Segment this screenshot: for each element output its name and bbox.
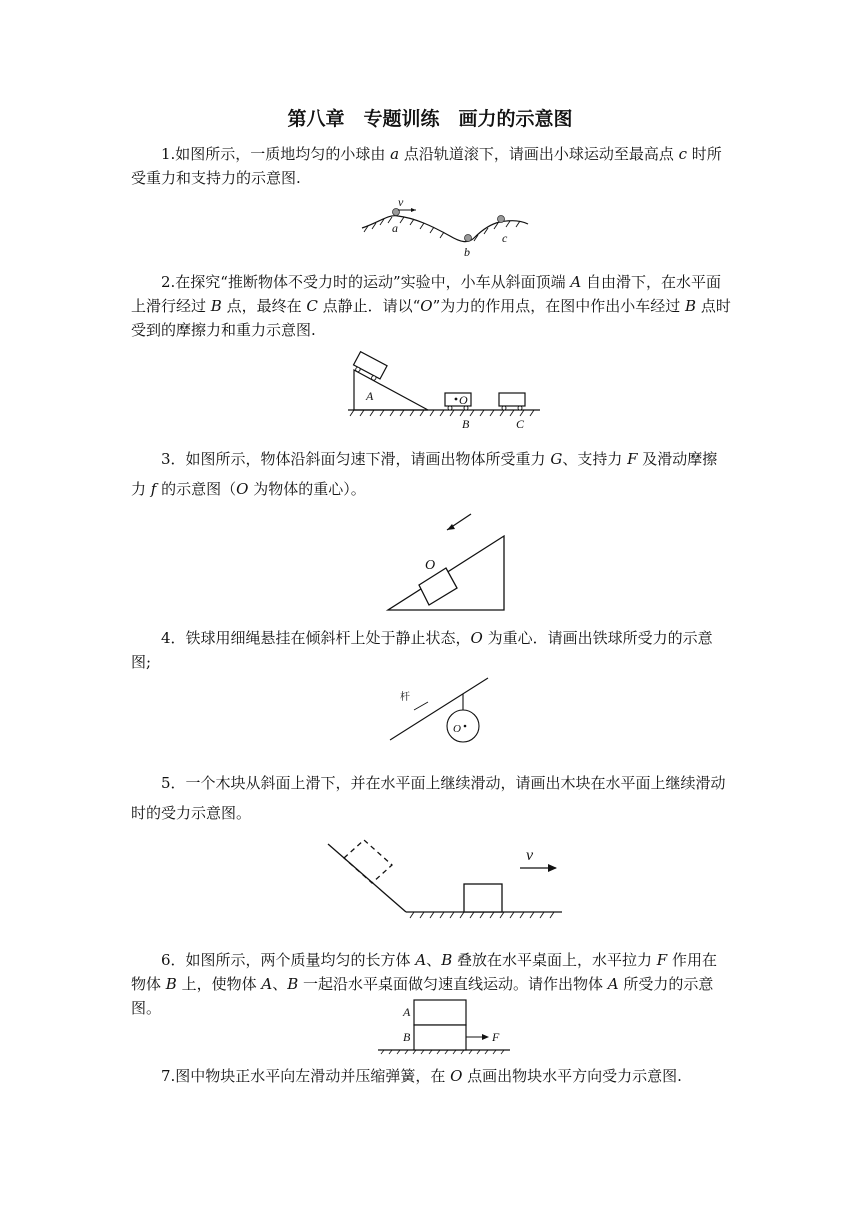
fig2-label-A: A	[366, 389, 374, 403]
question-5-text: 5．一个木块从斜面上滑下，并在水平面上继续滑动，请画出木块在水平面上继续滑动时的受力示意图。	[131, 774, 726, 822]
fig4-label-rod: 杆	[400, 692, 410, 703]
fig6-label-B: B	[403, 1030, 411, 1044]
question-4-text: 4．铁球用细绳悬挂在倾斜杆上处于静止状态，O 为重心．请画出铁球所受力的示意图;	[131, 629, 713, 671]
question-1-text: 1.如图所示，一质地均匀的小球由 a 点沿轨道滚下，请画出小球运动至最高点 c 时所受重力和支持力的示意图.	[131, 145, 722, 187]
fig4-label-O: O	[453, 723, 461, 735]
fig1-label-c: c	[502, 231, 508, 245]
figure-4-ball-on-rod	[376, 674, 492, 746]
question-6-text: 6．如图所示，两个质量均匀的长方体 A、B 叠放在水平桌面上，水平拉力 F 作用在物体 B 上，使物体 A、B 一起沿水平桌面做匀速直线运动。请作出物体 A 所受力的示意图。	[131, 951, 717, 1017]
fig1-label-b: b	[464, 245, 470, 259]
fig1-label-a: a	[392, 221, 398, 235]
fig3-label-O: O	[425, 558, 436, 573]
fig1-label-v: v	[398, 195, 404, 209]
page-title: 第八章 专题训练 画力的示意图	[287, 108, 573, 130]
fig2-label-O: O	[459, 393, 468, 407]
figure-5-block-slide	[326, 838, 566, 922]
fig2-label-C: C	[516, 417, 525, 431]
fig6-label-A: A	[403, 1005, 411, 1019]
fig6-label-F: F	[492, 1030, 500, 1044]
fig5-label-v: v	[526, 847, 534, 864]
fig2-label-B: B	[462, 417, 470, 431]
figure-2-ramp-and-cart	[344, 350, 544, 432]
figure-1-track	[360, 195, 532, 262]
figure-6-stacked-blocks	[376, 996, 514, 1056]
question-7-text: 7.图中物块正水平向左滑动并压缩弹簧，在 O 点画出物块水平方向受力示意图.	[161, 1067, 682, 1085]
question-2-text: 2.在探究“推断物体不受力时的运动”实验中，小车从斜面顶端 A 自由滑下，在水平面上滑行经过 B 点，最终在 C 点静止．请以“O”为力的作用点，在图中作出小车经过 B 点时受到的摩擦力和重力示意图.	[131, 273, 731, 339]
figure-3-incline-block	[386, 512, 508, 614]
question-3-text: 3．如图所示，物体沿斜面匀速下滑，请画出物体所受重力 G、支持力 F 及滑动摩擦力 f 的示意图（O 为物体的重心）。	[131, 450, 718, 498]
